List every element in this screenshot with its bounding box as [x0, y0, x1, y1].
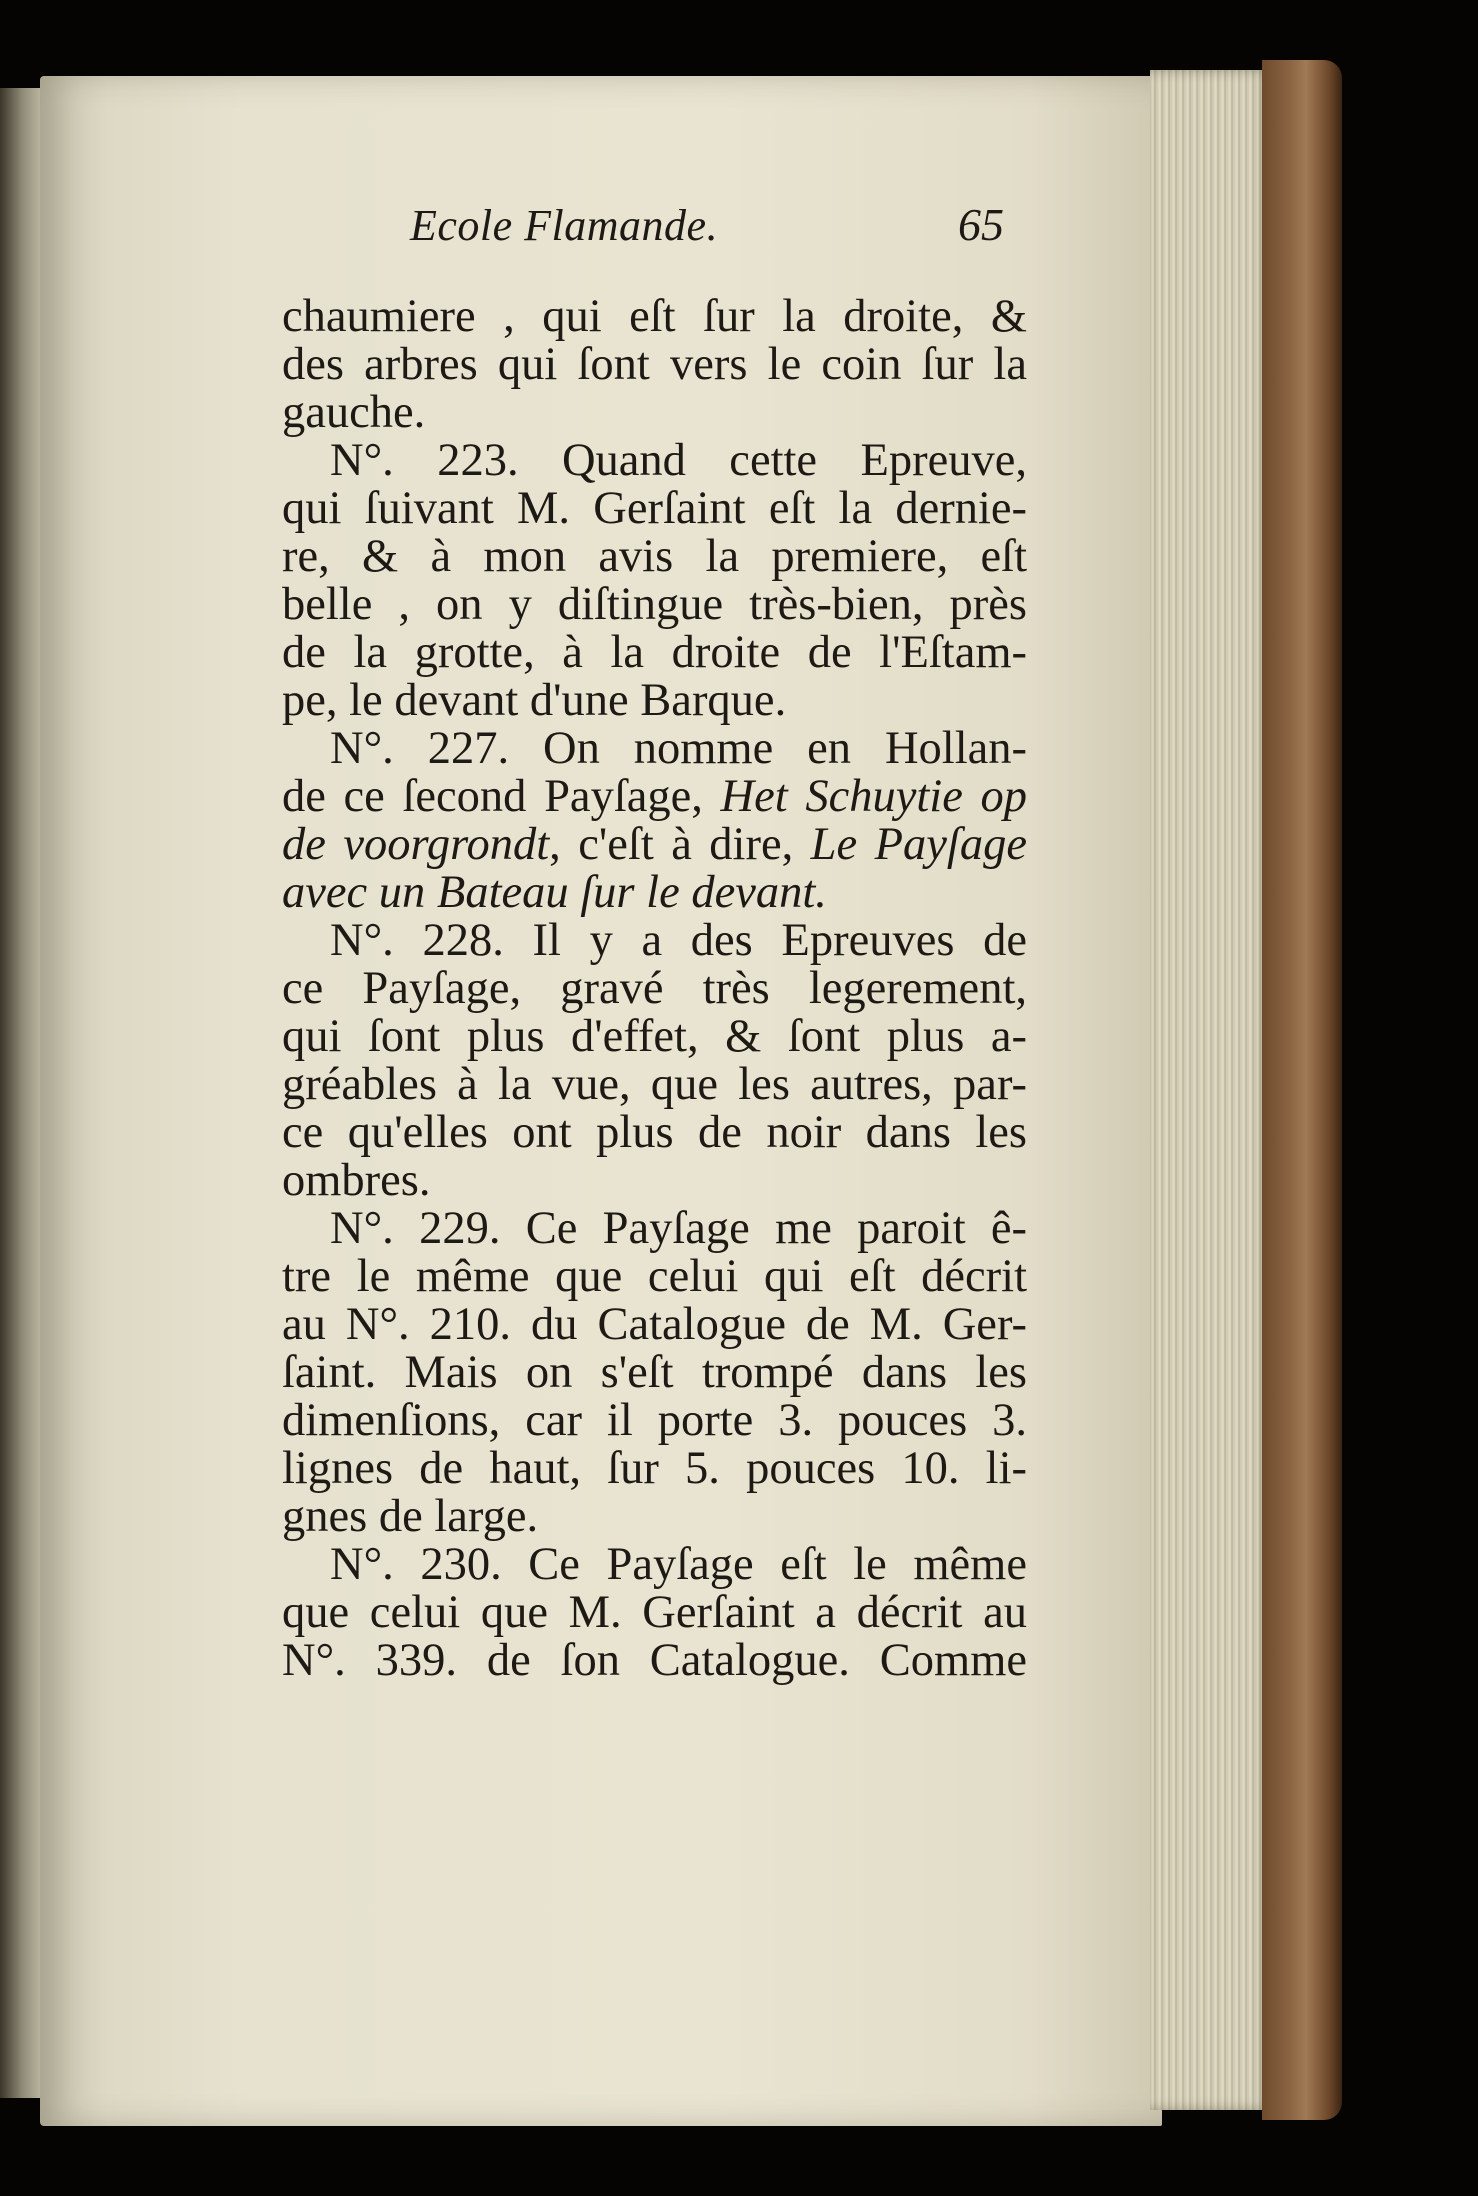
text-line: re, & à mon avis la premiere, eſt — [282, 531, 1027, 582]
italic-segment: avec un Bateau ſur le devant. — [282, 867, 827, 918]
text-line: N°. 228. Il y a des Epreuves de — [330, 915, 1027, 966]
text-line: de la grotte, à la droite de l'Eſtam- — [282, 627, 1027, 678]
text-line: ſaint. Mais on s'eſt trompé dans les — [282, 1347, 1027, 1398]
text-line: N°. 230. Ce Payſage eſt le même — [330, 1539, 1027, 1590]
text-line: chaumiere , qui eſt ſur la droite, & — [282, 291, 1027, 342]
text-line: N°. 227. On nomme en Hollan- — [330, 723, 1027, 774]
text-line — [282, 773, 1027, 821]
text-line: pe, le devant d'une Barque. — [282, 675, 787, 726]
text-line: gnes de large. — [282, 1491, 539, 1542]
text-line: tre le même que celui qui eſt décrit — [282, 1251, 1027, 1302]
text-line: gauche. — [282, 387, 426, 438]
text-line: des arbres qui ſont vers le coin ſur la — [282, 339, 1027, 390]
italic-segment: Le Payſage — [810, 819, 1027, 870]
text-line: belle , on y diſtingue très-bien, près — [282, 579, 1027, 630]
italic-segment: de voorgrondt — [282, 819, 550, 870]
text-line — [282, 869, 1027, 917]
text-line: gréables à la vue, que les autres, par- — [282, 1059, 1027, 1110]
running-head-title: Ecole Flamande. — [410, 201, 719, 250]
text-line: ce Payſage, gravé très legerement, — [282, 963, 1027, 1014]
text-line: N°. 339. de ſon Catalogue. Comme — [282, 1635, 1027, 1686]
text-segment: , c'eſt à dire, — [549, 819, 811, 870]
text-line: N°. 223. Quand cette Epreuve, — [330, 435, 1027, 486]
text-line: qui ſont plus d'effet, & ſont plus a- — [282, 1011, 1027, 1062]
italic-segment: Het Schuytie op — [720, 771, 1027, 822]
text-line: au N°. 210. du Catalogue de M. Ger- — [282, 1299, 1027, 1350]
text-segment: de ce ſecond Payſage, — [282, 771, 721, 822]
page-number: 65 — [958, 199, 1004, 250]
text-line — [282, 821, 1027, 869]
text-line: dimenſions, car il porte 3. pouces 3. — [282, 1395, 1027, 1446]
text-line: ce qu'elles ont plus de noir dans les — [282, 1107, 1027, 1158]
text-line: ombres. — [282, 1155, 431, 1206]
text-line: lignes de haut, ſur 5. pouces 10. li- — [282, 1443, 1027, 1494]
text-line: N°. 229. Ce Payſage me paroit ê- — [330, 1203, 1027, 1254]
text-line: qui ſuivant M. Gerſaint eſt la dernie- — [282, 483, 1027, 534]
text-line: que celui que M. Gerſaint a décrit au — [282, 1587, 1027, 1638]
